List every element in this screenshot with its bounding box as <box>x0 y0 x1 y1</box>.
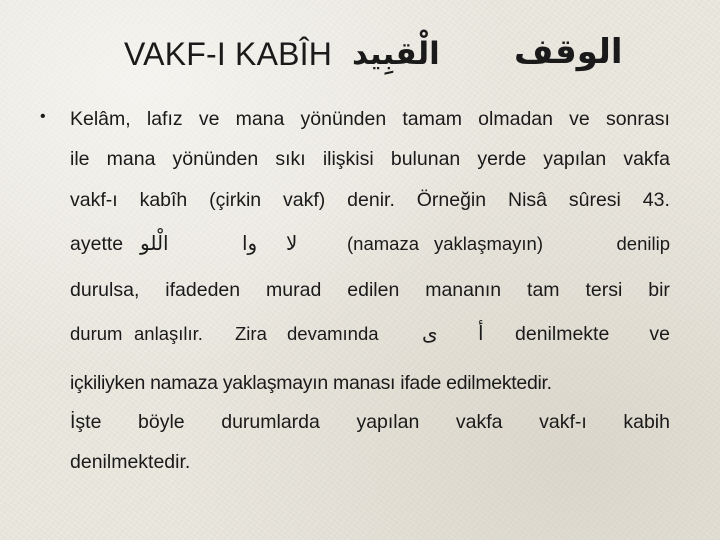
body-line-3 <box>70 186 670 214</box>
word: tamam <box>402 108 462 130</box>
word: vakf) <box>283 189 326 211</box>
title-arabic-kabih: الْقبِيد <box>352 36 440 71</box>
word: ve <box>569 108 590 130</box>
word: durum <box>70 323 123 344</box>
word: olmadan <box>478 108 553 130</box>
line-text: içkiliyken namaza yaklaşmayın manası ifade edilmektedir. <box>70 372 552 394</box>
word: mananın <box>425 279 502 301</box>
word: ilişkisi <box>322 148 374 170</box>
body-line-1 <box>70 105 670 133</box>
word: İşte <box>70 411 102 433</box>
word: tersi <box>585 279 623 301</box>
word: mana <box>235 108 285 130</box>
word: Zira <box>235 323 267 344</box>
word: ifadeden <box>165 279 241 301</box>
word: mana <box>106 148 156 170</box>
arabic-word: وا <box>242 233 258 255</box>
word: denilip <box>616 233 670 254</box>
word: bulunan <box>390 148 461 170</box>
word: ve <box>649 323 670 345</box>
word: sonrası <box>605 108 670 130</box>
word: yapılan <box>356 411 420 433</box>
word: ve <box>198 108 220 130</box>
arabic-letter: ى <box>422 323 438 345</box>
bullet-marker: • <box>40 108 46 125</box>
arabic-word: الْلو <box>140 233 169 255</box>
title-latin: VAKF-I KABÎH <box>124 36 333 72</box>
word: yerde <box>477 148 527 170</box>
word: denilmekte <box>515 323 610 345</box>
word: kabîh <box>139 189 188 211</box>
word: Kelâm, <box>70 108 131 130</box>
word: durulsa, <box>70 279 140 301</box>
word: (namaza <box>347 233 419 254</box>
word: kabih <box>623 411 670 433</box>
body-line-5 <box>70 276 670 304</box>
body-line-2 <box>70 145 670 173</box>
body-line-9 <box>70 448 670 476</box>
arabic-letter: أ <box>478 323 484 345</box>
word: ile <box>70 148 90 170</box>
word: edilen <box>347 279 400 301</box>
word: yönünden <box>300 108 387 130</box>
word: yönünden <box>172 148 259 170</box>
title-arabic-vakf: الوقف <box>514 33 623 71</box>
word: vakfa <box>623 148 670 170</box>
body-line-6 <box>70 320 670 348</box>
word: yapılan <box>543 148 607 170</box>
word: Örneğin <box>416 189 487 211</box>
body-line-8 <box>70 408 670 436</box>
line-text: denilmektedir. <box>70 451 191 473</box>
word: sıkı <box>275 148 306 170</box>
word: vakf-ı <box>539 411 587 433</box>
arabic-word: لا <box>286 233 298 255</box>
word: vakf-ı <box>70 189 118 211</box>
word: 43. <box>642 189 670 211</box>
word: (çirkin <box>209 189 262 211</box>
word: ayette <box>70 233 124 255</box>
word: yaklaşmayın) <box>434 233 543 254</box>
slide-title <box>0 30 720 80</box>
word: bir <box>648 279 670 301</box>
word: lafız <box>146 108 183 130</box>
word: murad <box>266 279 322 301</box>
body-line-4 <box>70 230 670 258</box>
word: böyle <box>138 411 185 433</box>
word: devamında <box>287 323 379 344</box>
word: vakfa <box>455 411 503 433</box>
word: durumlarda <box>221 411 320 433</box>
word: tam <box>527 279 560 301</box>
word: denir. <box>347 189 395 211</box>
body-line-7 <box>70 369 670 397</box>
word: Nisâ <box>507 189 547 211</box>
word: sûresi <box>568 189 621 211</box>
word: anlaşılır. <box>134 323 203 344</box>
